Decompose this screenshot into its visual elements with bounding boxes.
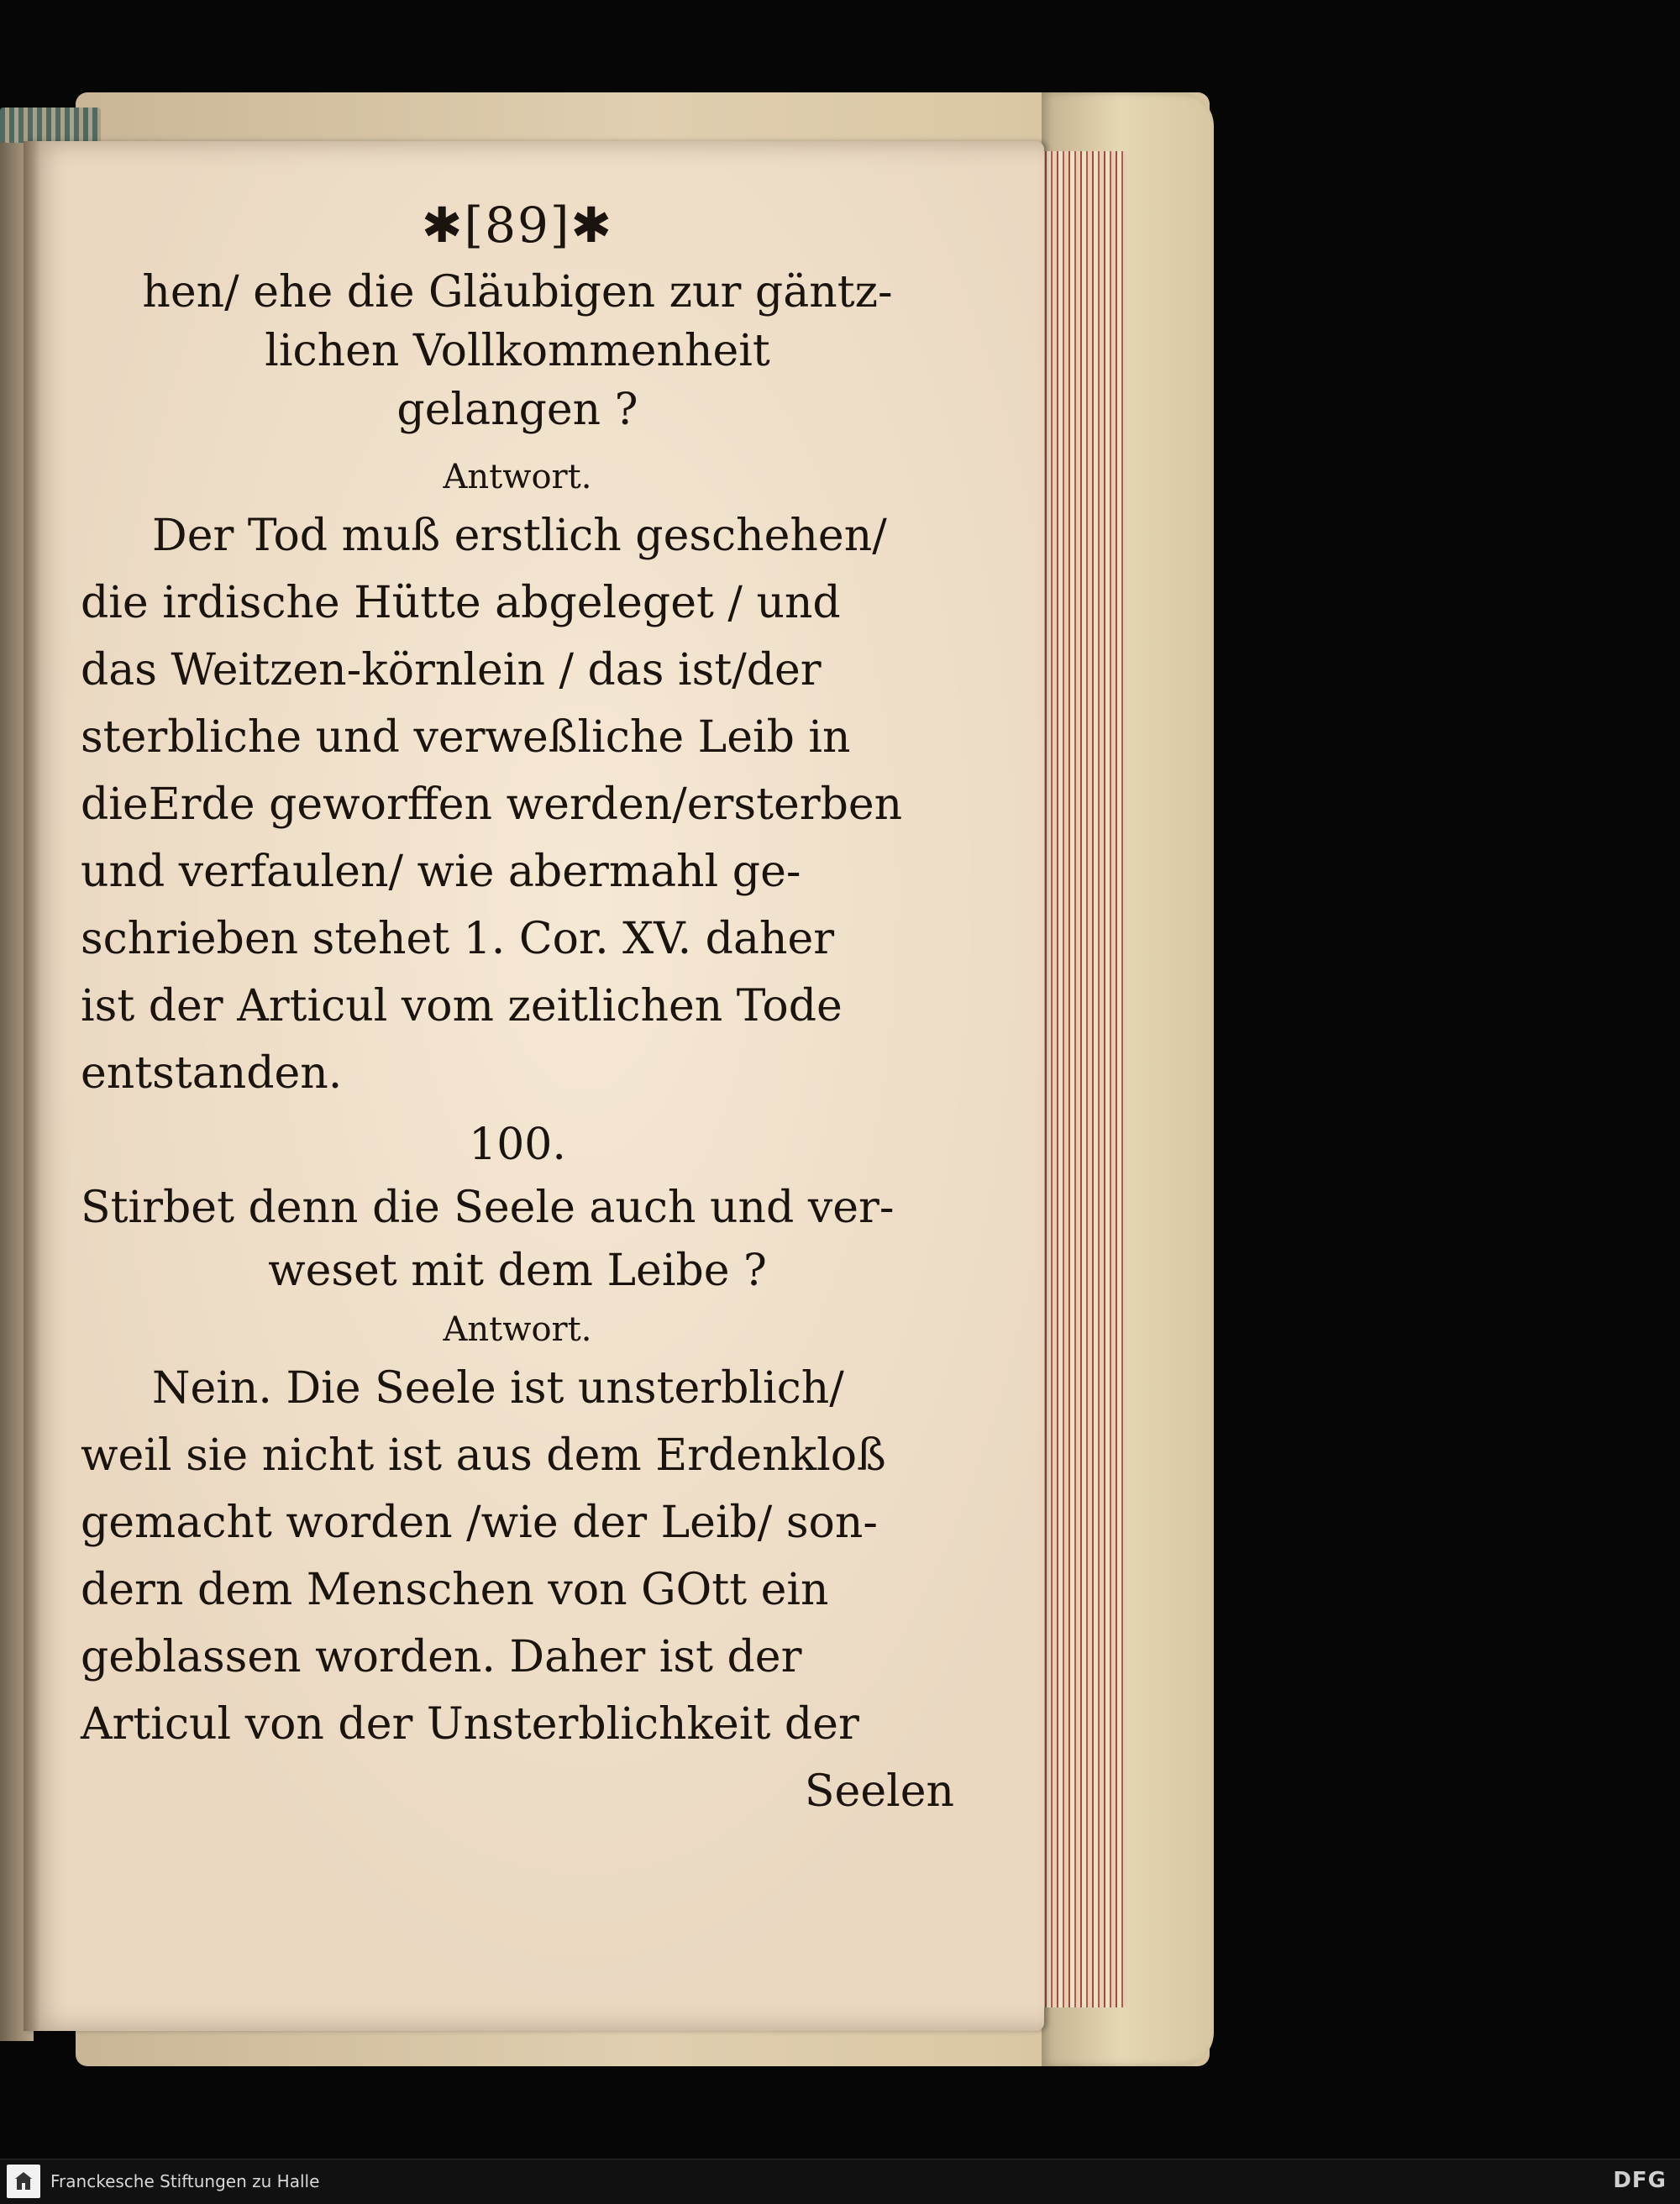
headband: [0, 108, 101, 143]
answer-line: entstanden.: [81, 1048, 343, 1099]
answer-line: weil sie nicht ist aus dem Erdenkloß: [81, 1430, 886, 1481]
book-page: [24, 141, 1044, 2031]
institution-name[interactable]: Franckesche Stiftungen zu Halle: [50, 2171, 320, 2191]
answer-line: dieErde geworffen werden/ersterben: [81, 779, 903, 830]
page-number: ✱[89]✱: [421, 197, 614, 254]
answer-line: gemacht worden /wie der Leib/ son-: [81, 1498, 878, 1548]
foundation-building-icon[interactable]: [7, 2165, 40, 2198]
question-line: gelangen ?: [396, 385, 638, 435]
answer-line: Nein. Die Seele ist unsterblich/: [152, 1363, 844, 1414]
answer-line: das Weitzen-körnlein / das ist/der: [81, 645, 822, 695]
answer-label: Antwort.: [443, 1310, 592, 1349]
viewer-footer-bar: [0, 2159, 1680, 2204]
page-gutter-shadow: [24, 141, 40, 2031]
answer-line: schrieben stehet 1. Cor. XV. daher: [81, 914, 835, 964]
answer-line: geblassen worden. Daher ist der: [81, 1632, 802, 1682]
answer-line: und verfaulen/ wie abermahl ge-: [81, 847, 801, 897]
question-line: Stirbet denn die Seele auch und ver-: [81, 1183, 895, 1233]
answer-line: Der Tod muß erstlich geschehen/: [152, 511, 887, 561]
question-number: 100.: [469, 1120, 566, 1170]
answer-line: sterbliche und verweßliche Leib in: [81, 712, 851, 763]
answer-line: dern dem Menschen von GOtt ein: [81, 1565, 829, 1615]
red-page-edges: [1035, 151, 1127, 2007]
question-line: lichen Vollkommenheit: [265, 326, 770, 376]
question-line: weset mit dem Leibe ?: [268, 1246, 767, 1296]
answer-line: ist der Articul vom zeitlichen Tode: [81, 981, 843, 1031]
dfg-logo[interactable]: DFG: [1613, 2168, 1667, 2193]
answer-label: Antwort.: [443, 458, 592, 496]
question-line: hen/ ehe die Gläubigen zur gäntz-: [142, 267, 893, 317]
catchword: Seelen: [804, 1766, 954, 1817]
answer-line: die irdische Hütte abgeleget / und: [81, 578, 841, 628]
answer-line: Articul von der Unsterblichkeit der: [81, 1699, 859, 1750]
page-text: [81, 141, 954, 2031]
